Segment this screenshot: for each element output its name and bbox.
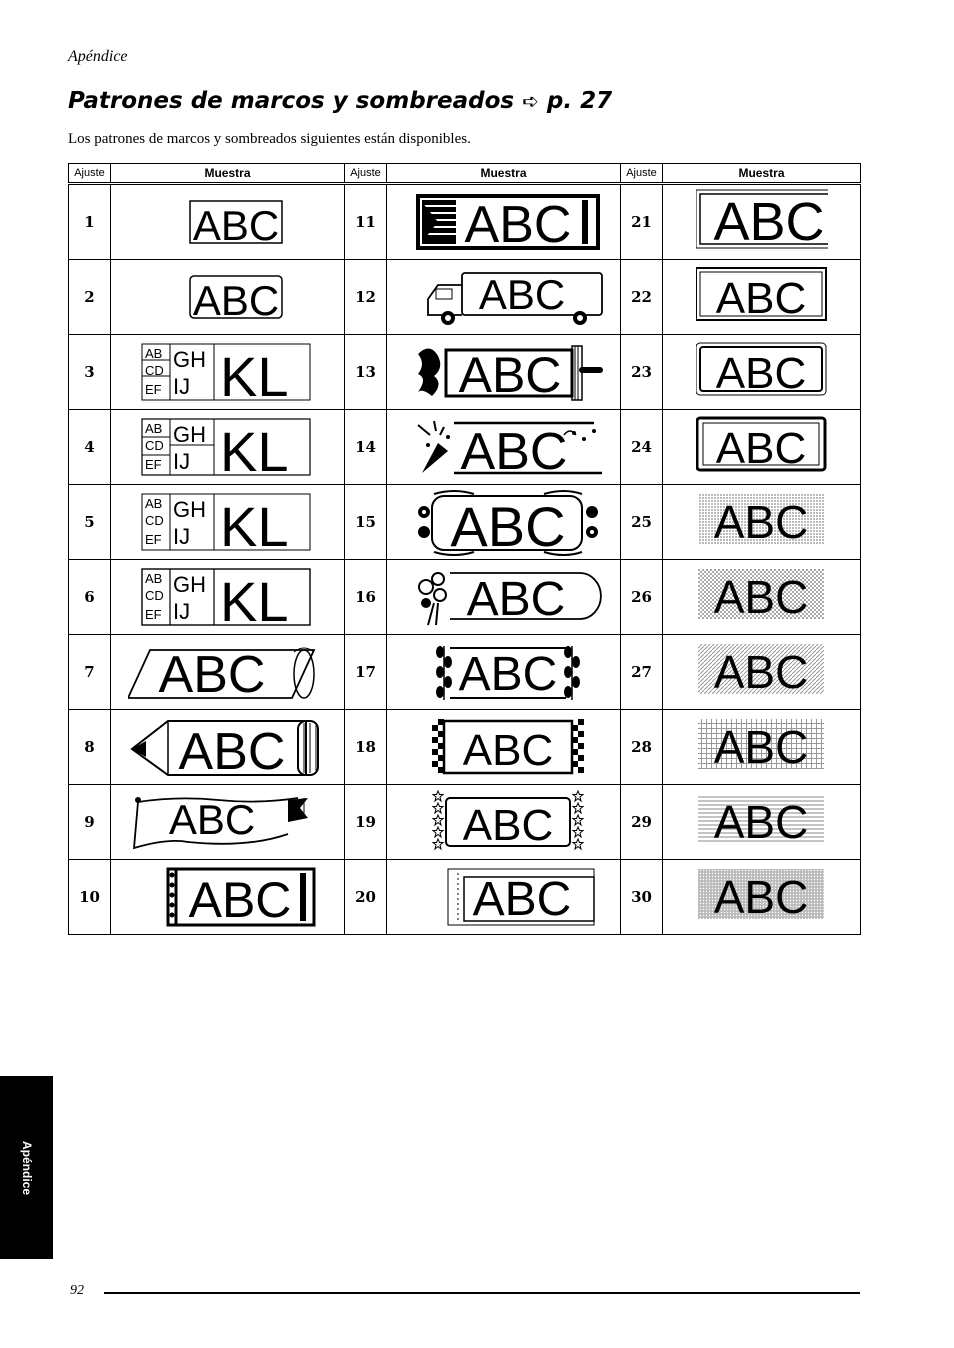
sample-cell	[111, 860, 345, 935]
setting-number: 5	[69, 485, 111, 560]
sample-drawing	[404, 263, 604, 331]
sample-drawing	[404, 563, 604, 631]
column-header-sample: Muestra	[663, 164, 861, 184]
table-row	[69, 335, 861, 410]
section-title	[68, 88, 612, 114]
sample-text: ABC	[178, 723, 285, 781]
setting-number: 10	[69, 860, 111, 935]
table-row	[69, 635, 861, 710]
sample-grid-text: IJ	[172, 449, 190, 474]
sample-grid-text: AB	[144, 496, 162, 511]
sample-drawing	[696, 713, 828, 781]
sample-grid-text: AB	[144, 346, 162, 361]
sample-drawing	[140, 413, 316, 481]
sample-cell	[111, 335, 345, 410]
sample-grid-text: CD	[144, 588, 164, 603]
sample-drawing	[696, 188, 828, 256]
sample-grid-text: GH	[172, 347, 206, 372]
setting-number: 21	[621, 184, 663, 260]
sample-drawing	[140, 338, 316, 406]
running-header: Apéndice	[68, 48, 128, 65]
table-row	[69, 260, 861, 335]
sample-text: ABC	[458, 347, 561, 403]
sample-cell	[663, 860, 861, 935]
sample-drawing	[404, 488, 604, 556]
table-row	[69, 410, 861, 485]
table-row	[69, 860, 861, 935]
sample-drawing	[140, 488, 316, 556]
setting-number: 12	[345, 260, 387, 335]
sample-cell	[387, 635, 621, 710]
sample-text: KL	[219, 570, 288, 631]
sample-cell	[387, 410, 621, 485]
column-header-sample: Muestra	[387, 164, 621, 184]
setting-number: 19	[345, 785, 387, 860]
page-reference: p. 27	[546, 88, 613, 114]
sample-drawing	[128, 788, 328, 856]
sample-cell	[111, 410, 345, 485]
setting-number: 8	[69, 710, 111, 785]
sample-grid-text: AB	[144, 421, 162, 436]
setting-number: 26	[621, 560, 663, 635]
sample-grid-text: AB	[144, 571, 162, 586]
setting-number: 3	[69, 335, 111, 410]
sample-drawing	[128, 638, 328, 706]
sample-cell	[111, 560, 345, 635]
sample-drawing	[404, 788, 604, 856]
sample-drawing	[128, 188, 328, 256]
sample-grid-text: IJ	[172, 599, 190, 624]
sample-text: ABC	[715, 349, 806, 398]
sample-text: ABC	[458, 648, 557, 701]
table-body	[69, 184, 861, 935]
sample-drawing	[128, 713, 328, 781]
sample-cell	[387, 485, 621, 560]
side-tab	[0, 1076, 53, 1259]
sample-text: ABC	[472, 873, 571, 926]
sample-cell	[387, 785, 621, 860]
sample-text: ABC	[462, 726, 553, 775]
sample-text: ABC	[449, 495, 566, 556]
setting-number: 18	[345, 710, 387, 785]
section-title-text: Patrones de marcos y sombreados	[68, 88, 515, 114]
sample-cell	[663, 260, 861, 335]
sample-drawing	[404, 638, 604, 706]
table-header-row	[69, 164, 861, 184]
sample-text: ABC	[713, 871, 808, 923]
sample-cell	[111, 184, 345, 260]
setting-number: 13	[345, 335, 387, 410]
sample-cell	[387, 184, 621, 260]
page-number: 92	[70, 1283, 84, 1298]
sample-drawing	[696, 338, 828, 406]
sample-grid-text: EF	[144, 607, 162, 622]
sample-drawing	[696, 638, 828, 706]
sample-text: ABC	[192, 277, 279, 324]
setting-number: 30	[621, 860, 663, 935]
sample-text: ABC	[158, 646, 265, 704]
sample-drawing	[128, 263, 328, 331]
setting-number: 16	[345, 560, 387, 635]
patterns-table	[68, 163, 861, 935]
setting-number: 22	[621, 260, 663, 335]
sample-drawing	[404, 713, 604, 781]
sample-cell	[387, 260, 621, 335]
setting-number: 6	[69, 560, 111, 635]
sample-drawing	[696, 488, 828, 556]
sample-drawing	[128, 863, 328, 931]
sample-text: ABC	[712, 192, 825, 252]
column-header-sample: Muestra	[111, 164, 345, 184]
sample-text: ABC	[715, 424, 806, 473]
sample-text: KL	[219, 420, 288, 481]
setting-number: 2	[69, 260, 111, 335]
sample-text: ABC	[192, 202, 279, 249]
setting-number: 9	[69, 785, 111, 860]
table-row	[69, 785, 861, 860]
sample-cell	[387, 335, 621, 410]
sample-grid-text: CD	[144, 438, 164, 453]
sample-cell	[663, 335, 861, 410]
setting-number: 11	[345, 184, 387, 260]
sample-grid-text: EF	[144, 457, 162, 472]
sample-cell	[111, 785, 345, 860]
sample-cell	[387, 710, 621, 785]
sample-cell	[111, 710, 345, 785]
setting-number: 23	[621, 335, 663, 410]
sample-grid-text: EF	[144, 382, 162, 397]
sample-text: ABC	[478, 271, 565, 318]
arrow-right-icon: ➪	[522, 89, 539, 113]
side-tab-label: Apéndice	[19, 1140, 34, 1195]
sample-cell	[663, 184, 861, 260]
sample-drawing	[404, 338, 604, 406]
sample-grid-text: CD	[144, 363, 164, 378]
sample-cell	[387, 860, 621, 935]
sample-text: ABC	[713, 796, 808, 848]
sample-text: ABC	[188, 872, 291, 928]
sample-cell	[663, 410, 861, 485]
sample-drawing	[404, 863, 604, 931]
sample-text: ABC	[466, 573, 565, 626]
sample-cell	[663, 485, 861, 560]
setting-number: 17	[345, 635, 387, 710]
sample-cell	[663, 710, 861, 785]
sample-grid-text: IJ	[172, 524, 190, 549]
sample-cell	[387, 560, 621, 635]
setting-number: 25	[621, 485, 663, 560]
sample-text: ABC	[713, 721, 808, 773]
sample-drawing	[696, 788, 828, 856]
sample-cell	[111, 485, 345, 560]
table-row	[69, 560, 861, 635]
column-header-setting: Ajuste	[69, 164, 111, 184]
sample-drawing	[696, 413, 828, 481]
sample-grid-text: EF	[144, 532, 162, 547]
sample-cell	[111, 635, 345, 710]
sample-grid-text: CD	[144, 513, 164, 528]
sample-drawing	[140, 563, 316, 631]
sample-grid-text: GH	[172, 572, 206, 597]
setting-number: 7	[69, 635, 111, 710]
setting-number: 28	[621, 710, 663, 785]
sample-drawing	[696, 263, 828, 331]
sample-cell	[111, 260, 345, 335]
setting-number: 1	[69, 184, 111, 260]
column-header-setting: Ajuste	[621, 164, 663, 184]
table-row	[69, 184, 861, 260]
sample-drawing	[696, 563, 828, 631]
setting-number: 24	[621, 410, 663, 485]
sample-text: ABC	[462, 801, 553, 850]
table-row	[69, 485, 861, 560]
sample-text: ABC	[713, 571, 808, 623]
sample-text: ABC	[715, 274, 806, 323]
setting-number: 15	[345, 485, 387, 560]
sample-text: ABC	[168, 796, 255, 843]
sample-text: ABC	[713, 646, 808, 698]
column-header-setting: Ajuste	[345, 164, 387, 184]
sample-cell	[663, 635, 861, 710]
table-row	[69, 710, 861, 785]
sample-text: ABC	[464, 196, 571, 254]
footer-rule	[104, 1292, 860, 1294]
sample-cell	[663, 785, 861, 860]
sample-text: ABC	[713, 496, 808, 548]
sample-drawing	[696, 863, 828, 931]
setting-number: 14	[345, 410, 387, 485]
sample-grid-text: IJ	[172, 374, 190, 399]
sample-text: ABC	[460, 423, 567, 481]
intro-text: Los patrones de marcos y sombreados siguientes están disponibles.	[68, 131, 471, 147]
sample-drawing	[404, 413, 604, 481]
setting-number: 4	[69, 410, 111, 485]
setting-number: 29	[621, 785, 663, 860]
sample-text: KL	[219, 345, 288, 406]
sample-drawing	[404, 188, 604, 256]
sample-grid-text: GH	[172, 422, 206, 447]
sample-grid-text: GH	[172, 497, 206, 522]
sample-cell	[663, 560, 861, 635]
sample-text: KL	[219, 495, 288, 556]
setting-number: 27	[621, 635, 663, 710]
setting-number: 20	[345, 860, 387, 935]
